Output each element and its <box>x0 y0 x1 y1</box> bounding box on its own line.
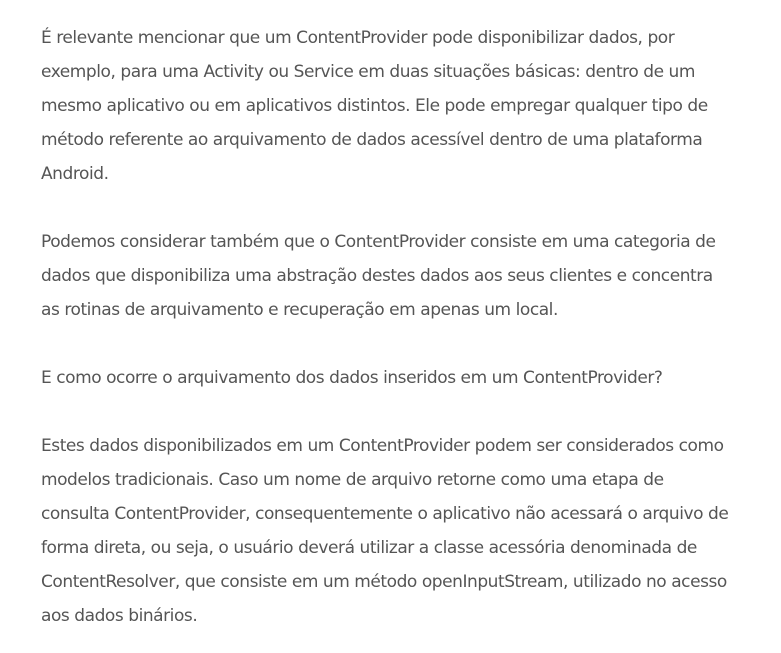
text-line: ContentResolver, que consiste em um método openInputStream, utilizado no acesso <box>41 572 727 592</box>
text-line: Estes dados disponibilizados em um ContentProvider podem ser considerados como <box>41 436 724 456</box>
text-line: É relevante mencionar que um ContentProvider pode disponibilizar dados, por <box>41 28 675 48</box>
text-line: as rotinas de arquivamento e recuperação em apenas um local. <box>41 300 558 320</box>
text-line: modelos tradicionais. Caso um nome de arquivo retorne como uma etapa de <box>41 470 664 490</box>
article-body <box>41 21 777 633</box>
text-line: Podemos considerar também que o ContentProvider consiste em uma categoria de <box>41 232 716 252</box>
paragraph-intro <box>41 21 777 191</box>
text-line: método referente ao arquivamento de dados acessível dentro de uma plataforma <box>41 130 703 150</box>
text-line: mesmo aplicativo ou em aplicativos distintos. Ele pode empregar qualquer tipo de <box>41 96 708 116</box>
text-line: exemplo, para uma Activity ou Service em duas situações básicas: dentro de um <box>41 62 695 82</box>
text-line: E como ocorre o arquivamento dos dados inseridos em um ContentProvider? <box>41 368 663 388</box>
text-line: aos dados binários. <box>41 606 198 626</box>
text-line: dados que disponibiliza uma abstração destes dados aos seus clientes e concentra <box>41 266 713 286</box>
paragraph-answer <box>41 429 777 633</box>
text-line: forma direta, ou seja, o usuário deverá utilizar a classe acessória denominada de <box>41 538 697 558</box>
paragraph-question <box>41 361 777 395</box>
text-line: consulta ContentProvider, consequentemente o aplicativo não acessará o arquivo de <box>41 504 729 524</box>
text-line: Android. <box>41 164 109 184</box>
paragraph-abstraction <box>41 225 777 327</box>
